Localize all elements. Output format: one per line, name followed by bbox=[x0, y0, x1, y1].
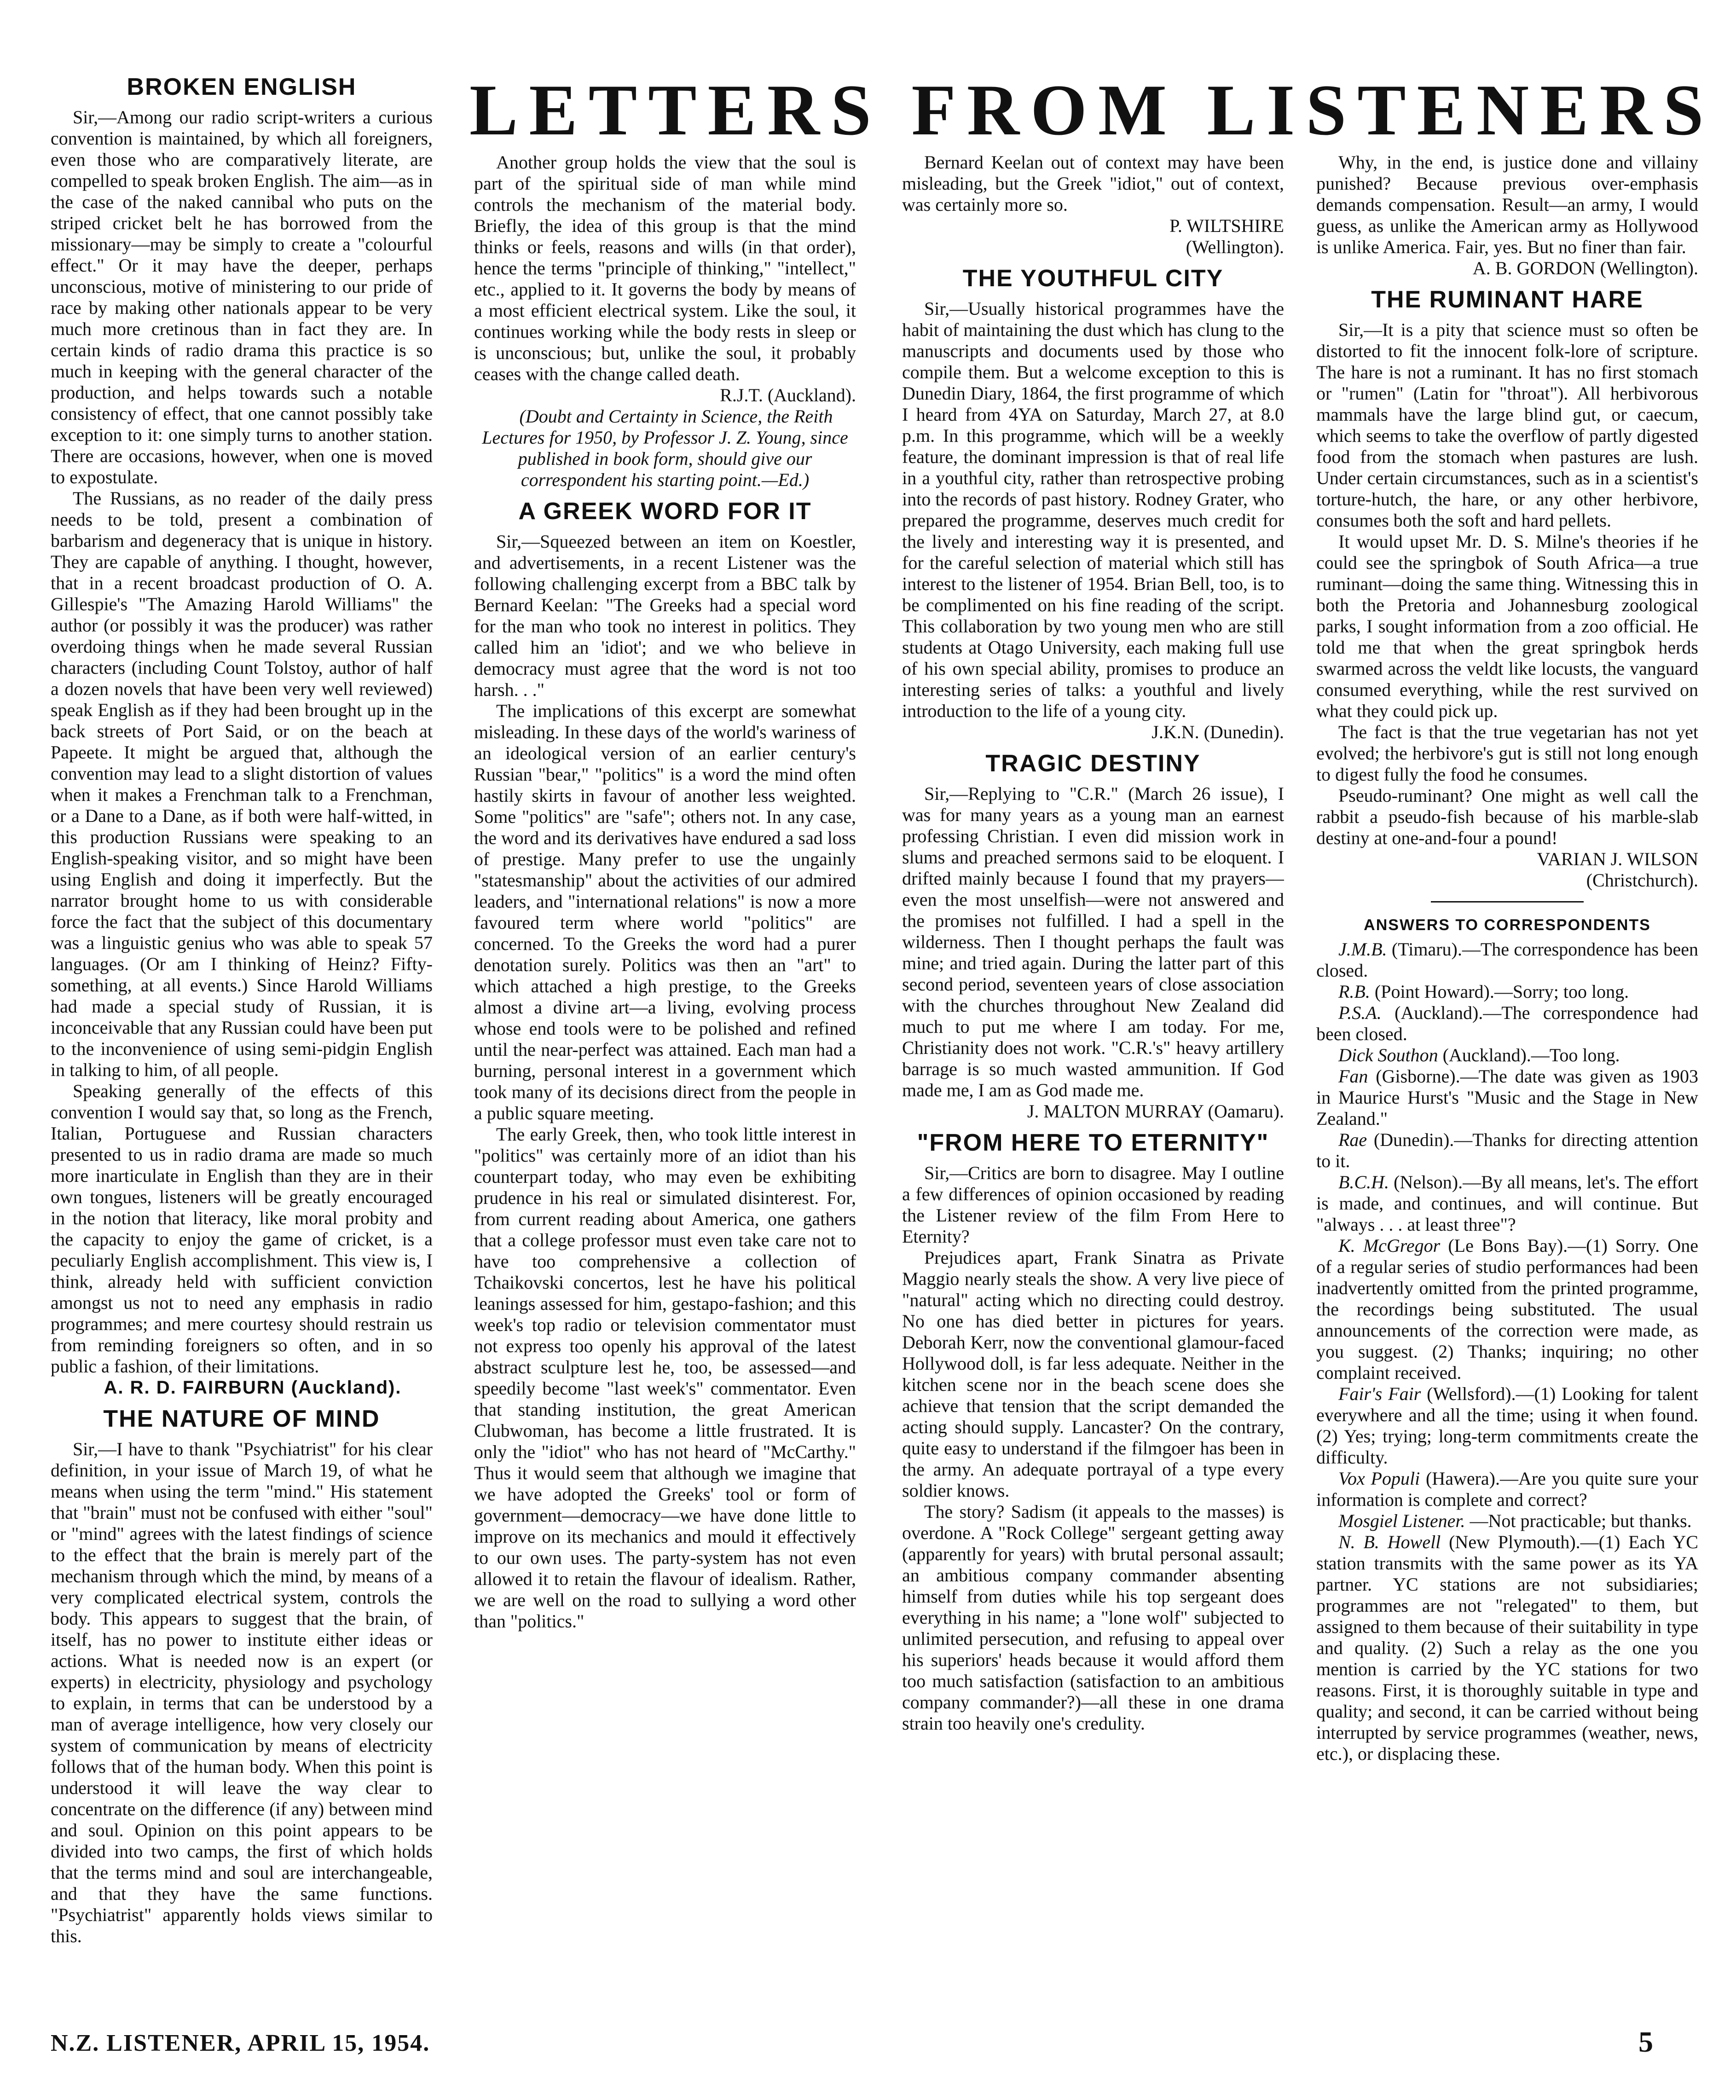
letter-title-from-here-to-eternity: "FROM HERE TO ETERNITY" bbox=[917, 1129, 1269, 1156]
answer-item bbox=[1316, 981, 1698, 1002]
paragraph: The story? Sadism (it appeals to the masses) is overdone. A "Rock College" sergeant getting away (apparently for years) with brutal personal assault; an ambitious company commander absenting himself from duties while his top sergeant does everything in his name; a "lone wolf" subjected to unlimited persecution, and refusing to appeal over his superiors' heads because it would afford them too much satisfaction (satisfaction to an ambitious company commander?)—all these in one drama strain too heavily one's credulity. bbox=[902, 1501, 1284, 1734]
paragraph: Bernard Keelan out of context may have been misleading, but the Greek "idiot," out of context, was certainly more so. bbox=[902, 152, 1284, 215]
column-1 bbox=[51, 74, 433, 2011]
letter-title-broken-english: BROKEN ENGLISH bbox=[127, 74, 357, 100]
answer-correspondent: J.M.B. bbox=[1338, 939, 1387, 960]
paragraph: Sir,—Replying to "C.R." (March 26 issue), I was for many years as a young man an earnest professing Christian. I even did mission work in slums and preached sermons said to be eloquent. I drifted mainly because I found that my prayers—even the most unselfish—were not answered and the promises not fulfilled. I had a spell in the wilderness. Then I thought perhaps the fault was mine; and tried again. During the latter part of this second period, seventeen years of close association with the churches throughout New Zealand did much to put me where I am today. For me, Christianity does not work. "C.R.'s" heavy artillery barrage is so much wasted ammunition. If God made me, I am as God made me. bbox=[902, 783, 1284, 1100]
answer-correspondent: Fair's Fair bbox=[1338, 1383, 1421, 1404]
answer-item bbox=[1316, 939, 1698, 981]
paragraph: Sir,—Critics are born to disagree. May I outline a few differences of opinion occasioned by reading the Listener review of the film From Here to Eternity? bbox=[902, 1163, 1284, 1247]
column-4 bbox=[1316, 152, 1698, 2011]
answer-item bbox=[1316, 1002, 1698, 1045]
answer-correspondent: Vox Populi bbox=[1338, 1468, 1420, 1489]
letter-title-nature-of-mind: THE NATURE OF MIND bbox=[103, 1406, 380, 1432]
page-number: 5 bbox=[1638, 2025, 1653, 2058]
masthead-title: LETTERS FROM LISTENERS bbox=[469, 70, 1715, 150]
signature: VARIAN J. WILSON bbox=[1537, 849, 1698, 869]
paragraph: Speaking generally of the effects of this convention I would say that, so long as the French, Italian, Portuguese and Russian characters presented to us in radio drama are made so much more inarticulate in English than they are in their own tongues, listeners will be greatly encouraged in the notion that literacy, like moral probity and the capacity to enjoy the game of cricket, is a peculiarly English accomplishment. This view is, I think, already held with sufficient conviction amongst us not to need any emphasis in radio programmes; and mere courtesy should restrain us from reminding foreigners so often, and in so public a fashion, of their limitations. bbox=[51, 1081, 433, 1377]
paragraph: Sir,—It is a pity that science must so often be distorted to fit the innocent folk-lore of scripture. The hare is not a ruminant. It has no first stomach or "rumen" (Latin for "throat"). All herbivorous mammals have the large blind gut, or caecum, which seems to take the overflow of partly digested food from the stomach when pastures are lush. Under certain circumstances, such as in a scientist's torture-hutch, the hare, or any other herbivore, consumes both the soft and hard pellets. bbox=[1316, 319, 1698, 531]
answer-text: (New Plymouth).—(1) Each YC station transmits with the same power as its YA partner. YC stations are not subsidiaries; programmes are not "relegated" to them, but assigned to them because of their suitability in type and quality. (2) Such a relay as the one you mention is carried by the YC stations for two reasons. First, it is thoroughly suitable in type and quality; and second, it can be carried without being interrupted by service programmes (weather, news, etc.), or displacing these. bbox=[1316, 1532, 1698, 1764]
letter-title-youthful-city: THE YOUTHFUL CITY bbox=[962, 265, 1224, 292]
answer-correspondent: N. B. Howell bbox=[1338, 1532, 1441, 1552]
signature: A. B. GORDON (Wellington). bbox=[1472, 258, 1698, 278]
answer-correspondent: Rae bbox=[1338, 1129, 1367, 1150]
answer-correspondent: Mosgiel Listener. bbox=[1338, 1510, 1465, 1531]
paragraph: Prejudices apart, Frank Sinatra as Private Maggio nearly steals the show. A very live piece of "natural" acting which no directing could destroy. No one has died better in pictures for years. Deborah Kerr, now the conventional glamour-faced Hollywood doll, is far less adequate. Neither in the kitchen scene nor in the beach scene does she achieve that tension that the script demanded the acting should supply. Lancaster? On the contrary, quite easy to understand if the filmgoer has been in the army. An adequate portrayal of a type every soldier knows. bbox=[902, 1247, 1284, 1501]
answer-text: (Le Bons Bay).—(1) Sorry. One of a regular series of studio performances had been inadvertently omitted from the printed programme, the recordings being substituted. The usual announcements of the correction were made, as you suggest. (2) Thanks; inquiring; no other complaint received. bbox=[1316, 1235, 1698, 1383]
signature: J. MALTON MURRAY (Oamaru). bbox=[1027, 1101, 1284, 1122]
column-3 bbox=[902, 152, 1284, 2011]
answer-item bbox=[1316, 1510, 1698, 1532]
answer-item bbox=[1316, 1172, 1698, 1235]
divider bbox=[1431, 901, 1584, 902]
answer-correspondent: Fan bbox=[1338, 1066, 1368, 1087]
answer-item bbox=[1316, 1066, 1698, 1129]
signature: A. R. D. FAIRBURN (Auckland). bbox=[104, 1377, 402, 1398]
column-2 bbox=[474, 152, 856, 2011]
paragraph: The Russians, as no reader of the daily press needs to be told, present a combination of barbarism and degeneracy that is unique in history. They are capable of anything. I thought, however, that in a recent broadcast production of O. A. Gillespie's "The Amazing Harold Williams" the author (or possibly it was the producer) was rather overdoing things when he made several Russian characters (including Count Tolstoy, author of half a dozen novels that have been very well reviewed) speak English as if they had been brought up in the back streets of Port Said, or on the beach at Papeete. It might be argued that, although the convention may lead to a slight distortion of values when it makes a Frenchman talk to a Frenchman, or a Dane to a Dane, as if both were half-witted, in this production Russians were speaking to an English-speaking visitor, and so might have been using English and doing it imperfectly. But the narrator brought home to us with considerable force the fact that the subject of this documentary was a linguistic genius who was able to speak 57 languages. (Or am I thinking of Heinz? Fifty-something, at all events.) Since Harold Williams had made a special study of Russian, it is inconceivable that any Russian could have been put to the inconvenience of using semi-pidgin English in talking to him, of all people. bbox=[51, 488, 433, 1080]
paragraph: Another group holds the view that the soul is part of the spiritual side of man while mind controls the mechanism of the material body. Briefly, the idea of this group is that the mind thinks or feels, reasons and wills (in that order), hence the terms "principle of thinking," "intellect," etc., applied to it. It governs the body by means of a most efficient electrical system. Like the soul, it continues working while the body rests in sleep or is unconscious; but, unlike the soul, it probably ceases with the change called death. bbox=[474, 152, 856, 384]
signature: J.K.N. (Dunedin). bbox=[1152, 722, 1284, 742]
letter-title-ruminant-hare: THE RUMINANT HARE bbox=[1371, 286, 1643, 313]
paragraph: The implications of this excerpt are somewhat misleading. In these days of the world's wariness of an ideological version of an earlier century's Russian "bear," "politics" is a word the mind often hastily skirts in favour of another less weighted. Some "politics" are "safe"; others not. In any case, the word and its derivatives have endured a sad loss of prestige. Many prefer to use the ungainly "statesmanship" about the activities of our admired leaders, and "international relations" is now a more favoured term where world "politics" are concerned. To the Greeks the word had a purer denotation surely. Politics was then an "art" to which attached a high prestige, to the Greeks almost a divine art—a living, evolving process whose end tools were to be polished and refined until the near-perfect was attained. Each man had a burning, personal interest in a government which took many of its decisions direct from the people in a public square meeting. bbox=[474, 700, 856, 1123]
signature: P. WILTSHIRE bbox=[1169, 215, 1284, 236]
answer-text: (Point Howard).—Sorry; too long. bbox=[1370, 981, 1629, 1002]
answer-text: (Gisborne).—The date was given as 1903 in Maurice Hurst's "Music and the Stage in New Zealand." bbox=[1316, 1066, 1698, 1129]
answer-item bbox=[1316, 1468, 1698, 1510]
answer-text: (Hawera).—Are you quite sure your information is complete and correct? bbox=[1316, 1468, 1698, 1510]
answer-text: —Not practicable; but thanks. bbox=[1465, 1510, 1692, 1531]
answer-item bbox=[1316, 1383, 1698, 1468]
answer-text: (Wellsford).—(1) Looking for talent everywhere and all the time; using it when found. (2) Yes; trying; long-term commitments create the difficulty. bbox=[1316, 1383, 1698, 1468]
paragraph: Sir,—Among our radio script-writers a curious convention is maintained, by which all foreigners, even those who are comparatively literate, are compelled to speak broken English. The aim—as in the case of the naked cannibal who puts on the striped cricket belt he has borrowed from the missionary—may be simply to create a "colourful effect." Or it may have the deeper, perhaps unconscious, motive of ministering to our pride of race by making other nationals appear to be very much more cretinous than in fact they are. In certain kinds of radio drama this practice is so much in keeping with the general character of the production, and helps towards such a notable consistency of effect, that one cannot possibly take exception to it: one simply turns to another station. There are occasions, however, when one is moved to expostulate. bbox=[51, 107, 433, 487]
answer-text: (Timaru).—The correspondence has been closed. bbox=[1316, 939, 1698, 981]
paragraph: The fact is that the true vegetarian has not yet evolved; the herbivore's gut is still not long enough to digest fully the food he consumes. bbox=[1316, 722, 1698, 785]
paragraph: Sir,—Usually historical programmes have the habit of maintaining the dust which has clung to the manuscripts and documents used by those who compile them. But a welcome exception to this is Dunedin Diary, 1864, the first programme of which I heard from 4YA on Saturday, March 27, at 8.0 p.m. In this programme, which will be a weekly feature, the dominant impression is that of real life in a youthful city, rather than retrospective probing into the records of past history. Rodney Grater, who prepared the programme, deserves much credit for the lively and interesting way it is presented, and for the careful selection of material which still has interest to the listener of 1954. Brian Bell, too, is to be complimented on his fine reading of the script. This collaboration by two young men who are still students at Otago University, each making full use of his own special ability, promises to produce an interesting series of talks: a youthful and lively introduction to the life of a young city. bbox=[902, 298, 1284, 721]
footer-publication: N.Z. LISTENER, APRIL 15, 1954. bbox=[51, 2030, 430, 2056]
paragraph: Sir,—I have to thank "Psychiatrist" for his clear definition, in your issue of March 19, of what he means when using the term "mind." His statement that "brain" must not be confused with either "soul" or "mind" agrees with the latest findings of science to the effect that the brain is merely part of the mechanism through which the mind, by means of a very complicated electrical system, controls the body. This appears to suggest that the brain, of itself, has no power to institute either ideas or actions. What is needed now is an expert (or experts) in electricity, physiology and psychology to explain, in terms that can be understood by a man of average intelligence, how very closely our system of communication by means of electricity follows that of the human body. When this point is understood it will leave the way clear to concentrate on the difference (if any) between mind and soul. Opinion on this point appears to be divided into two camps, the first of which holds that the terms mind and soul are interchangeable, and that they have the same functions. "Psychiatrist" apparently holds views similar to this. bbox=[51, 1439, 433, 1946]
answer-item bbox=[1316, 1235, 1698, 1383]
paragraph: Sir,—Squeezed between an item on Koestler, and advertisements, in a recent Listener was the following challenging excerpt from a BBC talk by Bernard Keelan: "The Greeks had a special word for the man who took no interest in politics. They called him an 'idiot'; and we who believe in democracy must agree that the word is not too harsh. . ." bbox=[474, 531, 856, 700]
paragraph: It would upset Mr. D. S. Milne's theories if he could see the springbok of South Africa—a true ruminant—doing the same thing. Witnessing this in both the Pretoria and Johannesburg zoological parks, I sought information from a zoo official. He told me that when the great springbok herds swarmed across the veldt like locusts, the vanguard consumed everything, while the rest survived on what they could pick up. bbox=[1316, 531, 1698, 721]
letter-title-tragic-destiny: TRAGIC DESTINY bbox=[985, 750, 1201, 777]
answers-list bbox=[1316, 939, 1698, 1764]
answer-text: (Auckland).—The correspondence had been closed. bbox=[1316, 1002, 1698, 1044]
answers-title: ANSWERS TO CORRESPONDENTS bbox=[1364, 916, 1651, 934]
answer-item bbox=[1316, 1532, 1698, 1764]
signature: R.J.T. (Auckland). bbox=[720, 385, 856, 405]
paragraph: Pseudo-ruminant? One might as well call the rabbit a pseudo-fish because of his marble-slab destiny at one-and-four a pound! bbox=[1316, 785, 1698, 848]
answer-item bbox=[1316, 1129, 1698, 1172]
answer-correspondent: K. McGregor bbox=[1338, 1235, 1441, 1256]
paragraph: Why, in the end, is justice done and villainy punished? Because previous over-emphasis demands compensation. Result—an army, I would guess, as unlike the American army as Hollywood is unlike America. Fair, yes. But no finer than fair. bbox=[1316, 152, 1698, 257]
answer-text: (Nelson).—By all means, let's. The effort is made, and continues, and will continue. But "always . . . at least three"? bbox=[1316, 1172, 1698, 1235]
signature-location: (Christchurch). bbox=[1586, 870, 1698, 891]
answer-correspondent: R.B. bbox=[1338, 981, 1370, 1002]
editor-note: (Doubt and Certainty in Science, the Reith Lectures for 1950, by Professor J. Z. Young, since published in book form, should give our correspondent his starting point.—Ed.) bbox=[482, 406, 848, 490]
answer-item bbox=[1316, 1045, 1698, 1066]
answer-text: (Auckland).—Too long. bbox=[1438, 1045, 1620, 1065]
answer-text: (Dunedin).—Thanks for directing attention to it. bbox=[1316, 1129, 1698, 1171]
answer-correspondent: P.S.A. bbox=[1338, 1002, 1382, 1023]
answer-correspondent: B.C.H. bbox=[1338, 1172, 1389, 1192]
letter-title-greek-word: A GREEK WORD FOR IT bbox=[518, 498, 812, 525]
signature-location: (Wellington). bbox=[1186, 237, 1284, 257]
paragraph: The early Greek, then, who took little interest in "politics" was certainly more of an idiot than his counterpart today, who may even be exhibiting prudence in his real or simulated disinterest. For, from current reading about America, one gathers that a college professor must even take care not to have too comprehensive a collection of Tchaikovski concertos, lest he have his political leanings assessed for him, gestapo-fashion; and this week's top radio or television commentator must not express too openly his approval of the latest abstract sculpture lest he, too, be assessed—and speedily become "last week's" commentator. Even that standing institution, the great American Clubwoman, has become a little frustrated. It is only the "idiot" who has not heard of "McCarthy." Thus it would seem that although we imagine that we have adopted the Greeks' tool or form of government—democracy—we have done little to improve on its mechanics and mould it effectively to our own uses. The party-system has not even allowed it to retain the flavour of idealism. Rather, we are well on the road to sullying a word other than "politics." bbox=[474, 1124, 856, 1631]
answer-correspondent: Dick Southon bbox=[1338, 1045, 1438, 1065]
